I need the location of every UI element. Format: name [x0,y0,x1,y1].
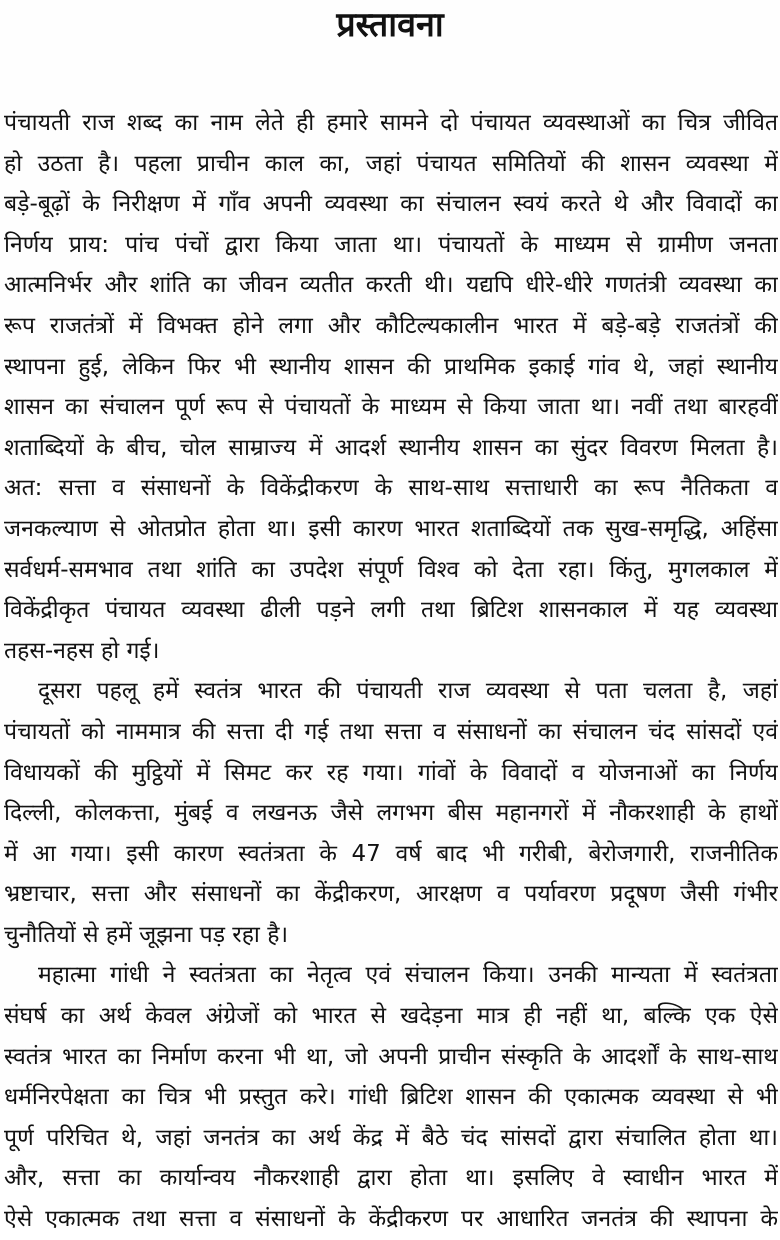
text-line: पंचायतों को नाममात्र की सत्ता दी गई तथा सत्ता व संसाधनों का संचालन चंद सांसदों एवं [4,718,778,745]
paragraph-2 [4,671,778,955]
text-line: जनकल्याण से ओतप्रोत होता था। इसी कारण भारत शताब्दियों तक सुख-समृद्धि, अहिंसा [4,515,778,542]
paragraph-3 [4,955,778,1239]
text-line: बड़े-बूढ़ों के निरीक्षण में गाँव अपनी व्यवस्था का संचालन स्वयं करते थे और विवादों का [4,191,778,218]
text-line: पूर्ण परिचित थे, जहां जनतंत्र का अर्थ केंद्र में बैठे चंद सांसदों द्वारा संचालित होता था। [4,1124,778,1151]
text-line: भ्रष्टाचार, सत्ता और संसाधनों का केंद्रीकरण, आरक्षण व पर्यावरण प्रदूषण जैसी गंभीर [4,881,778,908]
text-line: संघर्ष का अर्थ केवल अंग्रेजों को भारत से खदेड़ना मात्र ही नहीं था, बल्कि एक ऐसे [4,1003,778,1030]
text-line: विधायकों की मुट्ठियों में सिमट कर रह गया। गांवों के विवादों व योजनाओं का निर्णय [4,759,778,786]
text-line: रूप राजतंत्रों में विभक्त होने लगा और कौटिल्यकालीन भारत में बड़े-बड़े राजतंत्रों की [4,312,778,339]
text-line: स्थापना हुई, लेकिन फिर भी स्थानीय शासन की प्राथमिक इकाई गांव थे, जहां स्थानीय [4,353,778,380]
page-title: प्रस्तावना [336,5,444,45]
paragraph-1 [4,103,778,671]
text-line: आत्मनिर्भर और शांति का जीवन व्यतीत करती थी। यद्यपि धीरे-धीरे गणतंत्री व्यवस्था का [4,272,778,299]
text-line: चुनौतियों से हमें जूझना पड़ रहा है। [4,921,289,948]
text-line: दिल्ली, कोलकत्ता, मुंबई व लखनऊ जैसे लगभग बीस महानगरों में नौकरशाही के हाथों [4,800,778,827]
text-line: धर्मनिरपेक्षता का चित्र भी प्रस्तुत करे। गांधी ब्रिटिश शासन की एकात्मक व्यवस्था से भी [4,1084,778,1111]
text-line: दूसरा पहलू हमें स्वतंत्र भारत की पंचायती राज व्यवस्था से पता चलता है, जहां [38,678,778,705]
text-line: सर्वधर्म-समभाव तथा शांति का उपदेश संपूर्ण विश्व को देता रहा। किंतु, मुगलकाल में [4,556,778,583]
text-line: शताब्दियों के बीच, चोल साम्राज्य में आदर्श स्थानीय शासन का सुंदर विवरण मिलता है। [4,434,778,461]
text-line: अत: सत्ता व संसाधनों के विकेंद्रीकरण के साथ-साथ सत्ताधारी का रूप नैतिकता व [4,475,778,502]
text-line: विकेंद्रीकृत पंचायत व्यवस्था ढीली पड़ने लगी तथा ब्रिटिश शासनकाल में यह व्यवस्था [4,597,778,624]
text-line: महात्मा गांधी ने स्वतंत्रता का नेतृत्व एवं संचालन किया। उनकी मान्यता में स्वतंत्रता [38,962,778,989]
text-line: पंचायती राज शब्द का नाम लेते ही हमारे सामने दो पंचायत व्यवस्थाओं का चित्र जीवित [4,110,778,136]
document-body [4,103,778,1240]
text-line: निर्णय प्राय: पांच पंचों द्वारा किया जाता था। पंचायतों के माध्यम से ग्रामीण जनता [4,231,778,258]
text-line: ऐसे एकात्मक तथा सत्ता व संसाधनों के केंद्रीकरण पर आधारित जनतंत्र की स्थापना के [4,1206,778,1233]
text-line: तहस-नहस हो गई। [4,637,160,664]
text-line: स्वतंत्र भारत का निर्माण करना भी था, जो अपनी प्राचीन संस्कृति के आदर्शों के साथ-साथ [4,1043,778,1070]
text-line: और, सत्ता का कार्यान्वय नौकरशाही द्वारा होता था। इसलिए वे स्वाधीन भारत में [4,1165,778,1192]
text-line: शासन का संचालन पूर्ण रूप से पंचायतों के माध्यम से किया जाता था। नवीं तथा बारहवीं [4,394,778,421]
text-line: हो उठता है। पहला प्राचीन काल का, जहां पंचायत समितियों की शासन व्यवस्था में [4,150,778,177]
text-line: में आ गया। इसी कारण स्वतंत्रता के 47 वर्ष बाद भी गरीबी, बेरोजगारी, राजनीतिक [4,840,778,867]
